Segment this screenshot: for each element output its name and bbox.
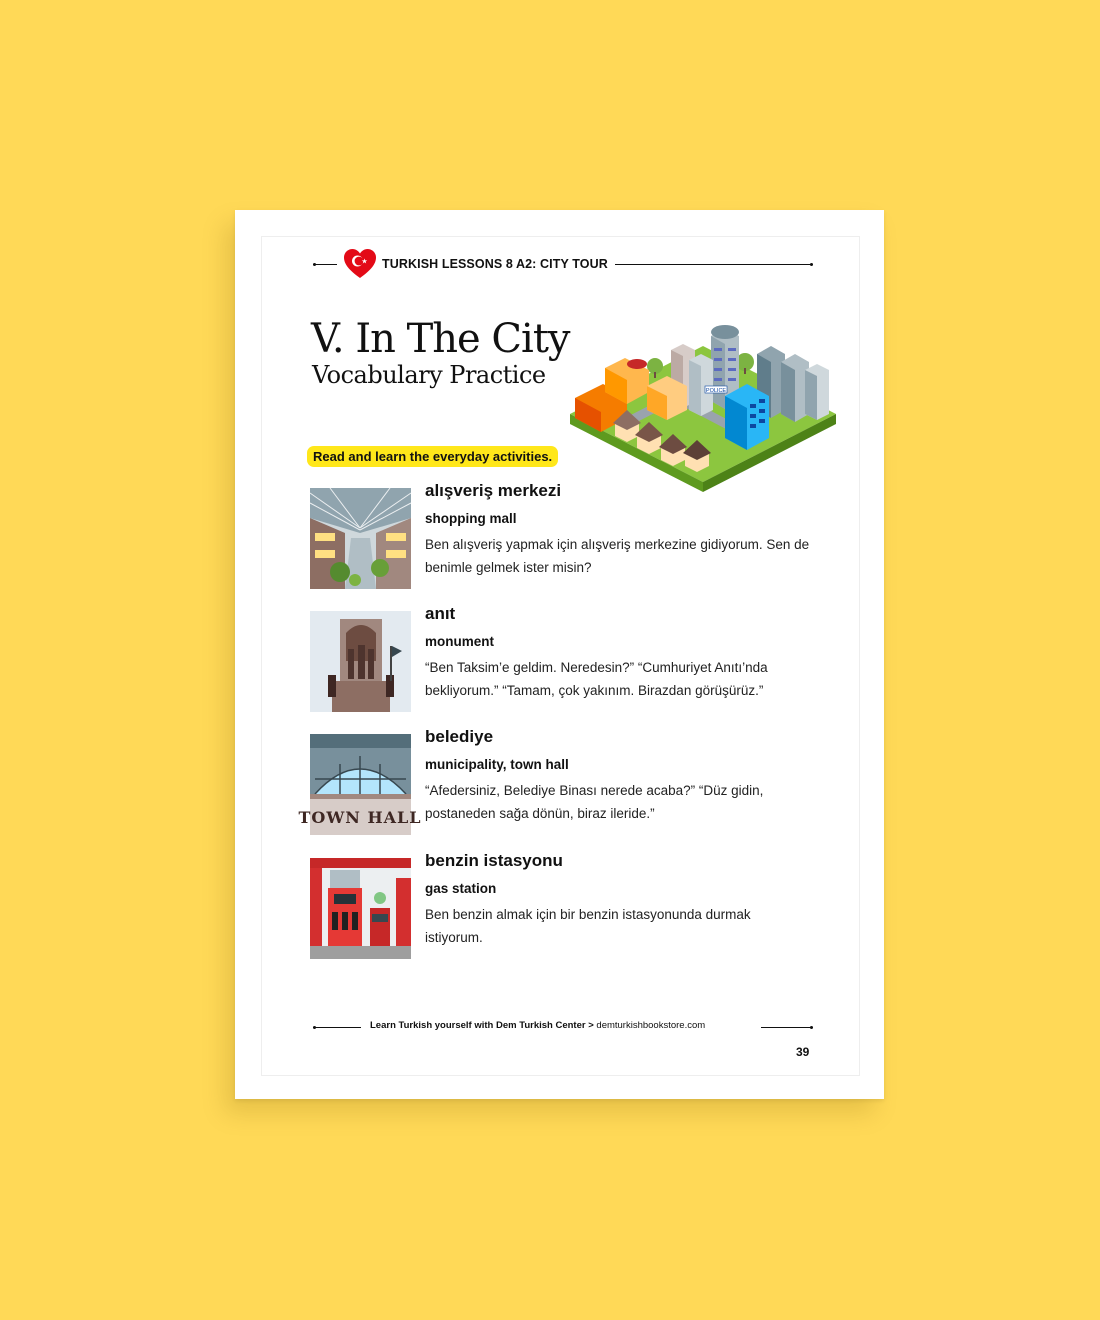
page-header	[313, 246, 813, 282]
vocab-example: “Ben Taksim’e geldim. Neredesin?” “Cumhuriyet Anıtı’nda bekliyorum.” “Tamam, çok yakınım. Birazdan görüşürüz.”	[425, 660, 768, 698]
header-left-rule	[313, 264, 337, 265]
turkish-flag-heart-icon	[343, 248, 377, 280]
vocab-example: “Afedersiniz, Belediye Binası nerede acaba?” “Düz gidin, postaneden sağa dönün, biraz ileride.”	[425, 783, 764, 821]
vocab-meaning: gas station	[425, 881, 497, 896]
section-title: V. In The City	[311, 316, 570, 362]
vocab-example: Ben benzin almak için bir benzin istasyonunda durmak istiyorum.	[425, 907, 751, 945]
vocab-meaning: municipality, town hall	[425, 757, 569, 772]
instruction-highlight: Read and learn the everyday activities.	[307, 446, 558, 467]
vocab-item	[310, 481, 830, 592]
footer-separator: >	[588, 1020, 594, 1031]
footer-website-link[interactable]: demturkishbookstore.com	[596, 1020, 706, 1031]
police-sign-text: POLICE	[705, 388, 727, 394]
page-number: 39	[796, 1045, 810, 1059]
vocab-item	[298, 727, 830, 838]
gas-station-photo	[310, 858, 411, 959]
footer-text	[370, 1020, 705, 1031]
vocab-meaning: monument	[425, 634, 494, 649]
header-title: TURKISH LESSONS 8 A2: CITY TOUR	[382, 257, 608, 271]
vocab-example: Ben alışveriş yapmak için alışveriş merkezine gidiyorum. Sen de benimle gelmek ister misin?	[425, 537, 810, 575]
monument-photo	[310, 611, 411, 712]
section-subtitle: Vocabulary Practice	[312, 361, 546, 389]
book-page	[235, 210, 884, 1099]
vocab-item	[310, 604, 830, 715]
town-hall-sign-text: TOWN HALL	[298, 808, 422, 827]
vocab-word: alışveriş merkezi	[425, 481, 562, 500]
page-footer	[313, 1018, 813, 1038]
town-hall-photo	[298, 734, 422, 835]
vocab-word: benzin istasyonu	[425, 851, 563, 870]
vocab-item	[310, 851, 830, 962]
vocab-word: belediye	[425, 727, 494, 746]
isometric-city-illustration	[565, 306, 841, 496]
vocab-meaning: shopping mall	[425, 511, 517, 526]
shopping-mall-photo	[310, 488, 411, 589]
vocab-word: anıt	[425, 604, 456, 623]
footer-slogan: Learn Turkish yourself with Dem Turkish Center	[370, 1020, 586, 1031]
header-right-dot	[810, 263, 813, 266]
footer-left-rule	[313, 1027, 361, 1028]
header-right-rule	[615, 264, 813, 265]
footer-right-rule	[761, 1027, 813, 1028]
footer-right-dot	[810, 1026, 813, 1029]
